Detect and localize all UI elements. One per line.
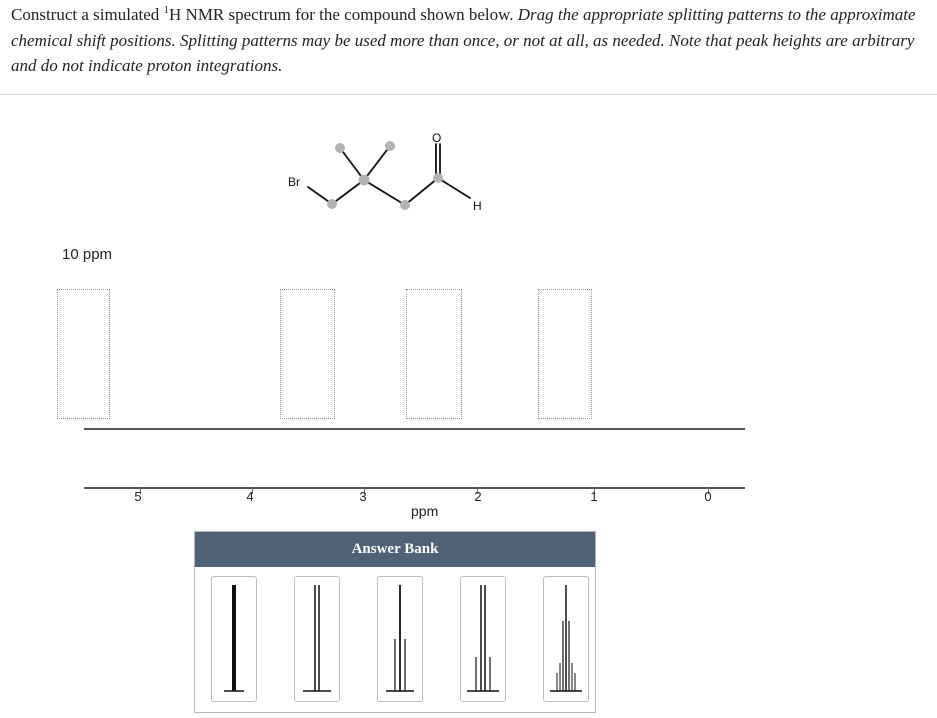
answer-bank <box>194 531 596 713</box>
atom-highlight <box>327 199 337 209</box>
ppm-axis <box>84 487 745 489</box>
instructions <box>11 2 926 79</box>
pattern-doublet[interactable] <box>294 576 340 702</box>
drop-zone-4[interactable] <box>538 289 592 419</box>
instructions-superscript: 1 <box>163 4 170 16</box>
atom-br-label: Br <box>288 175 300 189</box>
pattern-quartet[interactable] <box>460 576 506 702</box>
atom-highlight <box>385 141 395 151</box>
axis-tick-label: 1 <box>590 489 598 504</box>
drop-zone-1[interactable] <box>57 289 110 419</box>
pattern-triplet[interactable] <box>377 576 423 702</box>
top-ppm-label: 10 ppm <box>62 246 113 263</box>
axis-tick-label: 0 <box>704 489 712 504</box>
instructions-italic: Drag the appropriate splitting patterns to the approximate chemical shift positions. Splitting patterns may be used more than once, or not at all, as needed. Note that peak heights are arbitrary and do not indicate proton integrations. <box>11 5 916 75</box>
instructions-part1: Construct a simulated <box>11 5 164 24</box>
drop-zone-3[interactable] <box>406 289 462 419</box>
axis-tick-label: 2 <box>474 489 482 504</box>
pattern-septet[interactable] <box>543 576 589 702</box>
molecule-structure <box>270 120 530 220</box>
axis-tick-label: 3 <box>359 489 367 504</box>
axis-tick-label: 4 <box>246 489 254 504</box>
divider <box>0 94 937 95</box>
atom-o-label: O <box>432 131 442 145</box>
answer-bank-title: Answer Bank <box>195 532 595 567</box>
pattern-singlet[interactable] <box>211 576 257 702</box>
atom-h-label: H <box>473 199 482 213</box>
atom-highlight <box>359 175 370 186</box>
drop-zone-2[interactable] <box>280 289 335 419</box>
atom-highlight <box>400 200 410 210</box>
baseline <box>84 428 745 430</box>
axis-tick-label: 5 <box>134 489 142 504</box>
atom-highlight <box>335 143 345 153</box>
atom-highlight <box>433 173 443 183</box>
instructions-part2: H NMR spectrum for the compound shown below. <box>169 5 518 24</box>
axis-title: ppm <box>411 503 439 519</box>
